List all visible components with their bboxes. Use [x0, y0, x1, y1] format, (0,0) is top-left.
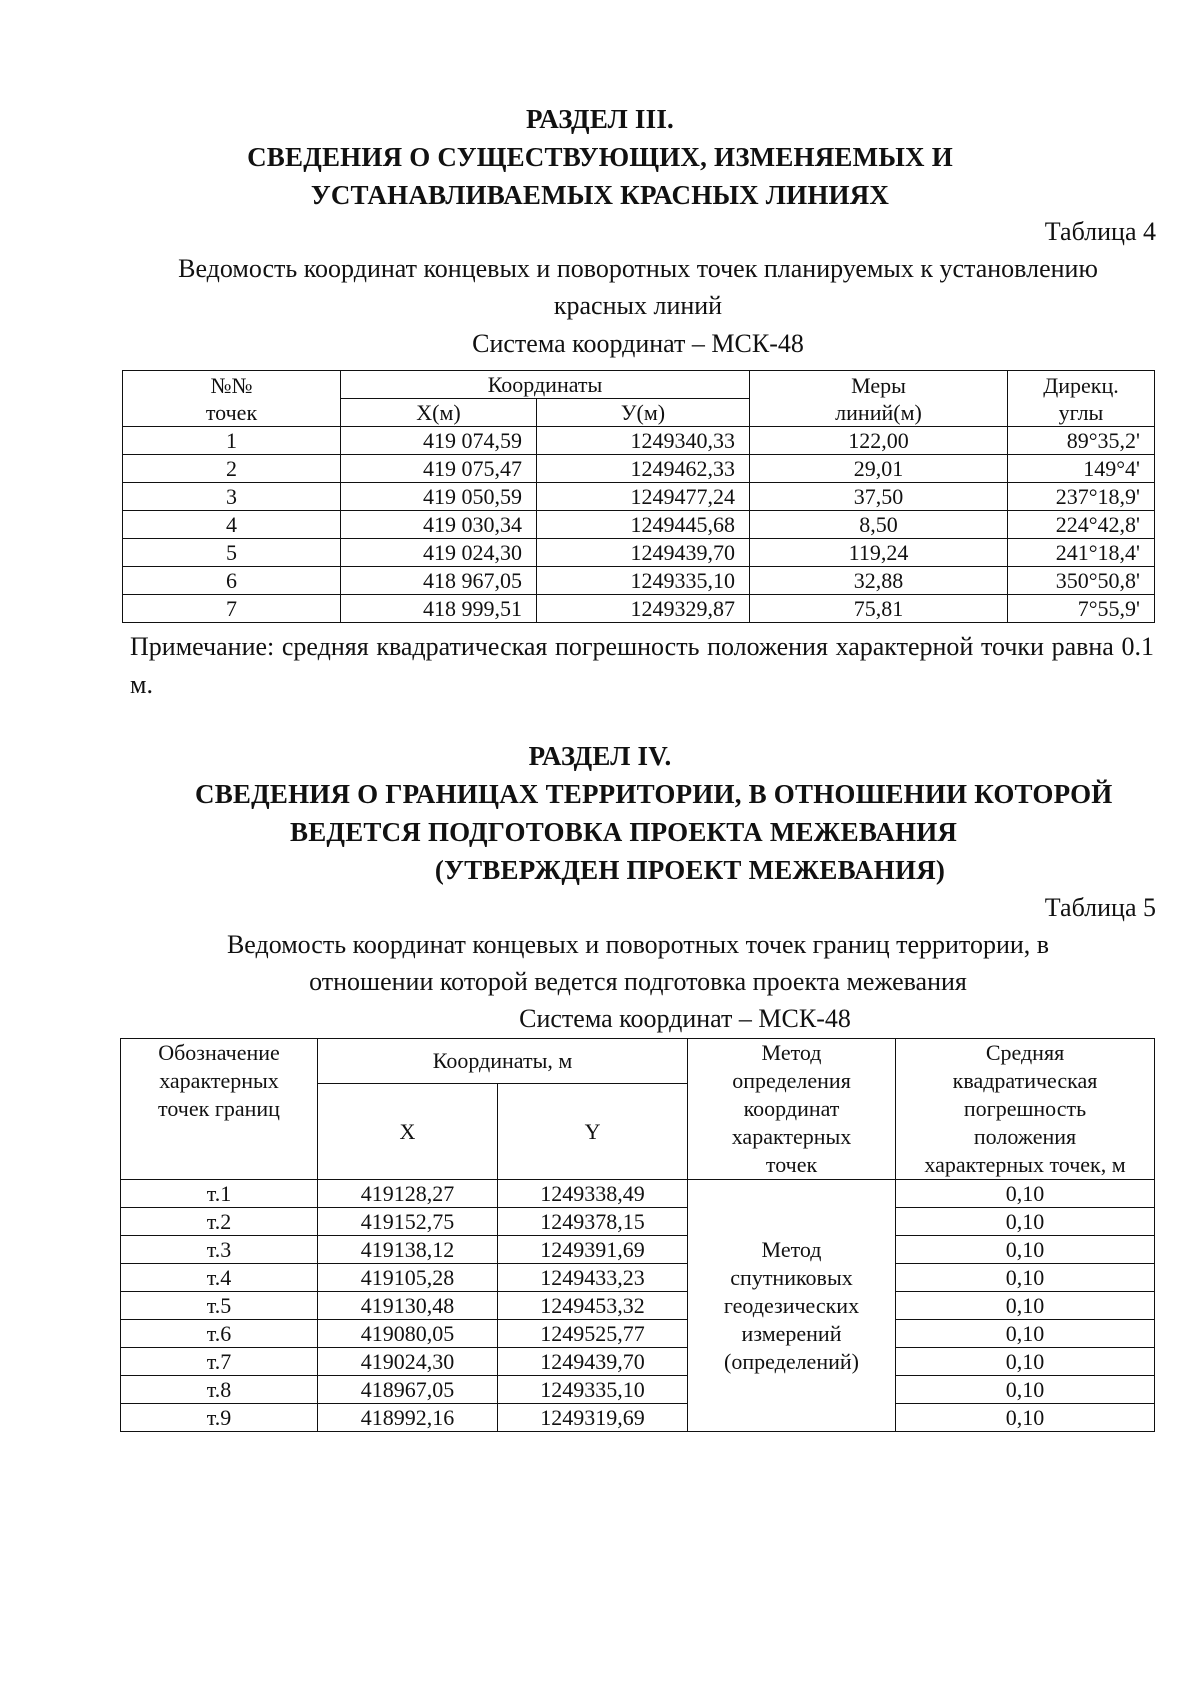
cell-point: 5 — [123, 539, 341, 567]
table4-coord-system: Система координат – МСК-48 — [472, 329, 804, 358]
cell-length: 75,81 — [750, 595, 1008, 623]
cell-direction: 237°18,9' — [1008, 483, 1155, 511]
table-row — [123, 595, 1155, 623]
section4-title-line2: ВЕДЕТСЯ ПОДГОТОВКА ПРОЕКТА МЕЖЕВАНИЯ — [290, 817, 958, 847]
cell-direction: 89°35,2' — [1008, 427, 1155, 455]
cell-length: 29,01 — [750, 455, 1008, 483]
table-header-row — [121, 1039, 1155, 1084]
header-coordinates: Координаты — [341, 371, 750, 399]
table-row — [123, 511, 1155, 539]
cell-y: 1249338,49 — [498, 1180, 688, 1208]
table-row — [121, 1236, 1155, 1264]
cell-x: 419024,30 — [318, 1348, 498, 1376]
cell-point: т.8 — [121, 1376, 318, 1404]
header-line-length: Меры линий(м) — [750, 371, 1008, 427]
cell-y: 1249319,69 — [498, 1404, 688, 1432]
cell-x: 419080,05 — [318, 1320, 498, 1348]
cell-length: 37,50 — [750, 483, 1008, 511]
red-lines-coordinates-table — [122, 370, 1155, 623]
cell-error: 0,10 — [896, 1208, 1155, 1236]
cell-point: 7 — [123, 595, 341, 623]
cell-length: 122,00 — [750, 427, 1008, 455]
section3-title-line2: УСТАНАВЛИВАЕМЫХ КРАСНЫХ ЛИНИЯХ — [310, 180, 890, 210]
cell-point: т.4 — [121, 1264, 318, 1292]
cell-x: 418 999,51 — [341, 595, 537, 623]
cell-x: 419 075,47 — [341, 455, 537, 483]
cell-x: 419138,12 — [318, 1236, 498, 1264]
cell-y: 1249525,77 — [498, 1320, 688, 1348]
header-point-number: №№ точек — [123, 371, 341, 427]
cell-length: 119,24 — [750, 539, 1008, 567]
cell-length: 8,50 — [750, 511, 1008, 539]
cell-x: 419152,75 — [318, 1208, 498, 1236]
cell-x: 418992,16 — [318, 1404, 498, 1432]
cell-y: 1249433,23 — [498, 1264, 688, 1292]
table-row — [121, 1264, 1155, 1292]
cell-error: 0,10 — [896, 1376, 1155, 1404]
cell-point: т.1 — [121, 1180, 318, 1208]
cell-x: 419 074,59 — [341, 427, 537, 455]
cell-point: 3 — [123, 483, 341, 511]
cell-direction: 149°4' — [1008, 455, 1155, 483]
table4-note: Примечание: средняя квадратическая погрешность положения характерной точки равна 0.1 м. — [130, 632, 1154, 699]
cell-y: 1249439,70 — [498, 1348, 688, 1376]
cell-y: 1249445,68 — [537, 511, 750, 539]
header-y: Y — [498, 1084, 688, 1180]
cell-point: т.5 — [121, 1292, 318, 1320]
cell-x: 419 024,30 — [341, 539, 537, 567]
cell-y: 1249329,87 — [537, 595, 750, 623]
table-row — [123, 427, 1155, 455]
table-row — [121, 1320, 1155, 1348]
table5-caption-line2: отношении которой ведется подготовка проекта межевания — [309, 967, 967, 996]
header-designation: Обозначение характерных точек границ — [121, 1039, 318, 1180]
header-y: У(м) — [537, 399, 750, 427]
cell-y: 1249453,32 — [498, 1292, 688, 1320]
header-mean-square-error: Средняя квадратическая погрешность положения характерных точек, м — [896, 1039, 1155, 1180]
cell-x: 418967,05 — [318, 1376, 498, 1404]
cell-y: 1249477,24 — [537, 483, 750, 511]
table4-caption-line2: красных линий — [553, 291, 723, 320]
cell-error: 0,10 — [896, 1320, 1155, 1348]
cell-error: 0,10 — [896, 1348, 1155, 1376]
cell-direction: 350°50,8' — [1008, 567, 1155, 595]
cell-y: 1249439,70 — [537, 539, 750, 567]
header-x: Х(м) — [341, 399, 537, 427]
cell-point: т.6 — [121, 1320, 318, 1348]
table-row — [121, 1376, 1155, 1404]
cell-direction: 7°55,9' — [1008, 595, 1155, 623]
header-direction-angle: Дирекц. углы — [1008, 371, 1155, 427]
section4-heading: РАЗДЕЛ IV. — [528, 741, 672, 771]
cell-point: т.9 — [121, 1404, 318, 1432]
cell-y: 1249378,15 — [498, 1208, 688, 1236]
cell-x: 419128,27 — [318, 1180, 498, 1208]
cell-method-merged: Метод спутниковых геодезических измерений (определений) — [688, 1180, 896, 1432]
cell-x: 419105,28 — [318, 1264, 498, 1292]
territory-boundary-coordinates-table — [120, 1038, 1155, 1432]
table-row — [123, 483, 1155, 511]
cell-point: т.7 — [121, 1348, 318, 1376]
cell-error: 0,10 — [896, 1236, 1155, 1264]
cell-point: т.2 — [121, 1208, 318, 1236]
table-row — [121, 1292, 1155, 1320]
cell-error: 0,10 — [896, 1180, 1155, 1208]
table-header-row — [123, 371, 1155, 399]
table-row — [123, 455, 1155, 483]
cell-y: 1249340,33 — [537, 427, 750, 455]
cell-y: 1249335,10 — [498, 1376, 688, 1404]
cell-x: 419 030,34 — [341, 511, 537, 539]
cell-length: 32,88 — [750, 567, 1008, 595]
cell-direction: 241°18,4' — [1008, 539, 1155, 567]
cell-y: 1249335,10 — [537, 567, 750, 595]
cell-error: 0,10 — [896, 1292, 1155, 1320]
cell-error: 0,10 — [896, 1404, 1155, 1432]
cell-x: 419130,48 — [318, 1292, 498, 1320]
cell-direction: 224°42,8' — [1008, 511, 1155, 539]
table-row — [121, 1180, 1155, 1208]
cell-point: 1 — [123, 427, 341, 455]
cell-error: 0,10 — [896, 1264, 1155, 1292]
table-row — [121, 1404, 1155, 1432]
cell-y: 1249391,69 — [498, 1236, 688, 1264]
cell-point: 6 — [123, 567, 341, 595]
cell-point: т.3 — [121, 1236, 318, 1264]
table4-caption-line1: Ведомость координат концевых и поворотных точек планируемых к установлению — [178, 254, 1098, 283]
table-row — [123, 539, 1155, 567]
header-coordinates: Координаты, м — [318, 1039, 688, 1084]
table5-label: Таблица 5 — [1044, 893, 1156, 922]
section3-title-line1: СВЕДЕНИЯ О СУЩЕСТВУЮЩИХ, ИЗМЕНЯЕМЫХ И — [247, 142, 953, 172]
header-method: Метод определения координат характерных точек — [688, 1039, 896, 1180]
cell-x: 418 967,05 — [341, 567, 537, 595]
cell-y: 1249462,33 — [537, 455, 750, 483]
section3-heading: РАЗДЕЛ III. — [525, 104, 675, 134]
table5-caption-line1: Ведомость координат концевых и поворотных точек границ территории, в — [226, 930, 1050, 959]
header-x: X — [318, 1084, 498, 1180]
section4-title-line3: (УТВЕРЖДЕН ПРОЕКТ МЕЖЕВАНИЯ) — [434, 855, 946, 885]
cell-point: 2 — [123, 455, 341, 483]
table-row — [121, 1348, 1155, 1376]
cell-point: 4 — [123, 511, 341, 539]
table-row — [123, 567, 1155, 595]
table4-label: Таблица 4 — [1044, 217, 1156, 246]
table-row — [121, 1208, 1155, 1236]
cell-x: 419 050,59 — [341, 483, 537, 511]
section4-title-line1: СВЕДЕНИЯ О ГРАНИЦАХ ТЕРРИТОРИИ, В ОТНОШЕНИИ КОТОРОЙ — [195, 779, 1113, 809]
table5-coord-system: Система координат – МСК-48 — [519, 1004, 851, 1033]
